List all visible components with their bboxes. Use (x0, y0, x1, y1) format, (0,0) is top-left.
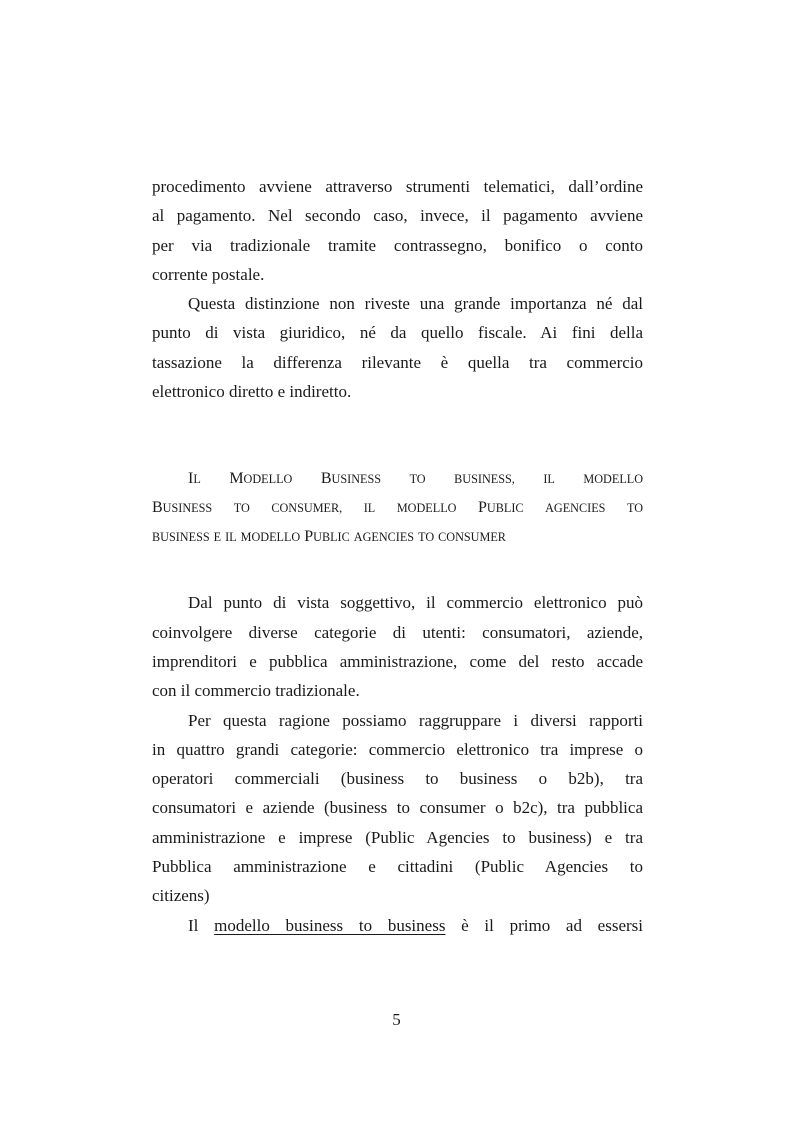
heading-line: IL MODELLO BUSINESS TO BUSINESS, IL MODELLO (188, 470, 644, 488)
paragraph-distinction (152, 289, 643, 406)
text-line: operatori commerciali (business to business o b2b), tra (152, 769, 643, 789)
text-fragment: Il (188, 915, 215, 935)
heading-line: BUSINESS TO CONSUMER, IL MODELLO PUBLIC AGENCIES TO (152, 499, 644, 517)
text-line: per via tradizionale tramite contrassegno, bonifico o conto (152, 235, 643, 255)
heading-line: BUSINESS E IL MODELLO PUBLIC AGENCIES TO CONSUMER (152, 528, 506, 546)
text-line: procedimento avviene attraverso strumenti telematici, dall’ordine (152, 177, 643, 196)
page-number: 5 (392, 1010, 401, 1029)
paragraph-payment-methods (152, 172, 643, 289)
paragraph-categories (152, 706, 643, 911)
paragraph-subjective-view (152, 588, 643, 705)
underlined-term: modello business to business (214, 915, 446, 935)
text-line: elettronico diretto e indiretto. (152, 382, 352, 402)
text-line (152, 911, 643, 940)
text-line: imprenditori e pubblica amministrazione, come del resto accade (152, 651, 643, 671)
text-line: Pubblica amministrazione e cittadini (Public Agencies to (152, 857, 643, 877)
text-line: citizens) (152, 886, 210, 906)
text-line: consumatori e aziende (business to consumer o b2c), tra pubblica (152, 798, 643, 818)
text-line: corrente postale. (152, 264, 265, 284)
text-line: al pagamento. Nel secondo caso, invece, il pagamento avviene (152, 206, 643, 226)
text-line: con il commercio tradizionale. (152, 681, 360, 701)
text-line: coinvolgere diverse categorie di utenti: consumatori, aziende, (152, 622, 643, 642)
text-line: amministrazione e imprese (Public Agencies to business) e tra (152, 827, 643, 847)
text-line: Questa distinzione non riveste una grande importanza né dal (188, 294, 643, 314)
page-body (152, 172, 643, 940)
text-line: punto di vista giuridico, né da quello fiscale. Ai fini della (152, 323, 643, 343)
text-fragment: è il primo ad essersi (445, 915, 643, 935)
text-line: in quattro grandi categorie: commercio elettronico tra imprese o (152, 739, 643, 759)
paragraph-b2b-model (152, 911, 643, 940)
text-line: tassazione la differenza rilevante è quella tra commercio (152, 352, 643, 372)
text-line: Per questa ragione possiamo raggruppare i diversi rapporti (188, 710, 643, 730)
section-heading (152, 464, 643, 551)
text-line: Dal punto di vista soggettivo, il commercio elettronico può (188, 593, 643, 613)
